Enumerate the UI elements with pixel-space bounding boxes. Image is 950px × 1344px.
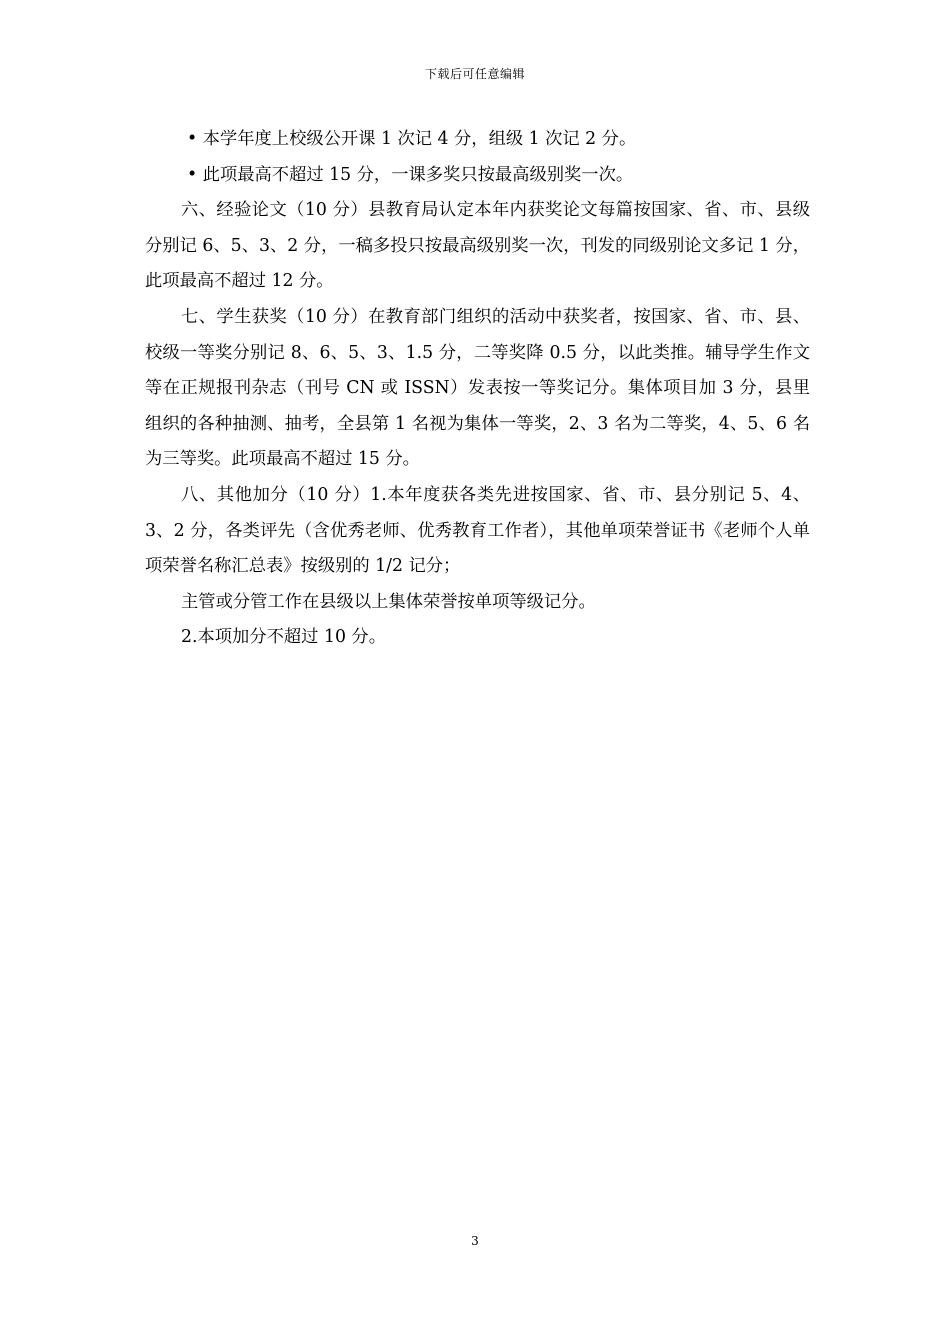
bullet-line: • 此项最高不超过 15 分，一课多奖只按最高级别奖一次。 bbox=[187, 164, 634, 185]
paragraph-student-awards: 七、学生获奖（10 分）在教育部门组织的活动中获奖者，按国家、省、市、县、校级一等奖分别记 8、6、5、3、1.5 分，二等奖降 0.5 分，以此类推。辅导学生作文等在正规报刊杂志（刊号 CN 或 ISSN）发表按一等奖记分。集体项目加 3 分，县里组织的各种抽测、抽考，全县第 1 名视为集体一等奖，2、3 名为二等奖，4、5、6 名为三等奖。此项最高不超过 15 分。 bbox=[145, 306, 810, 470]
paragraph-management-honors: 主管或分管工作在县级以上集体荣誉按单项等级记分。 bbox=[181, 591, 596, 612]
paragraph-bonus-limit: 2.本项加分不超过 10 分。 bbox=[181, 627, 386, 648]
page-number: 3 bbox=[471, 1234, 479, 1248]
paragraph-other-bonus: 八、其他加分（10 分）1.本年度获各类先进按国家、省、市、县分别记 5、4、3、2 分，各类评先（含优秀老师、优秀教育工作者），其他单项荣誉证书《老师个人单项荣誉名称汇总表》按级别的 1/2 记分； bbox=[145, 484, 810, 577]
paragraph-experience-papers: 六、经验论文（10 分）县教育局认定本年内获奖论文每篇按国家、省、市、县级分别记 6、5、3、2 分，一稿多投只按最高级别奖一次，刊发的同级别论文多记 1 分，此项最高不超过 12 分。 bbox=[145, 200, 810, 292]
page-header: 下载后可任意编辑 bbox=[424, 67, 525, 81]
bullet-line: • 本学年度上校级公开课 1 次记 4 分，组级 1 次记 2 分。 bbox=[187, 129, 637, 149]
document-body bbox=[145, 122, 810, 656]
